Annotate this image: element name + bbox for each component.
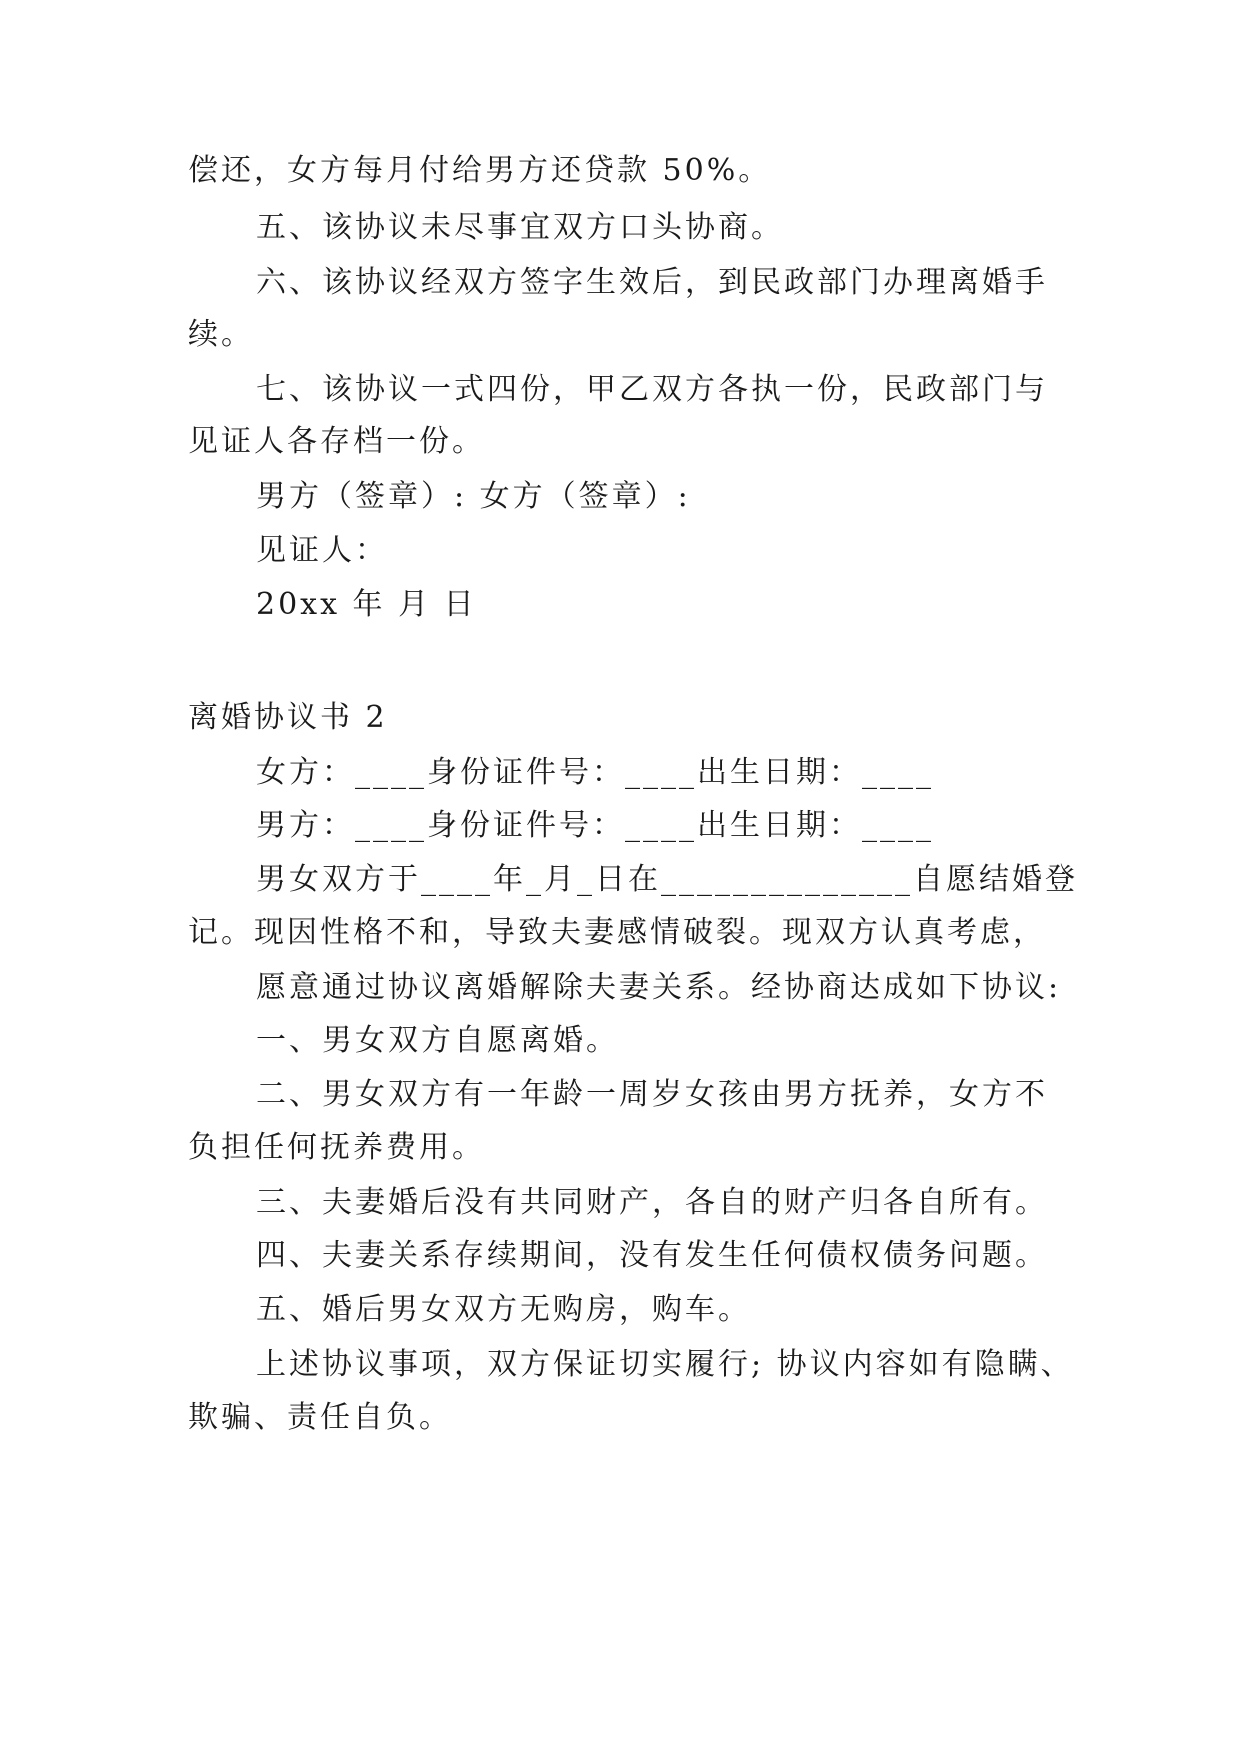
signature-line: 男方（签章）: 女方（签章）:: [256, 479, 691, 514]
text-line: 男女双方于____年_月_日在______________自愿结婚登: [256, 862, 1078, 897]
text-line: 男方：____身份证件号：____出生日期：____: [256, 808, 934, 843]
text-line: 三、夫妻婚后没有共同财产，各自的财产归各自所有。: [256, 1185, 1048, 1220]
text-line: 负担任何抚养费用。: [188, 1130, 485, 1165]
text-line: 偿还，女方每月付给男方还贷款 50%。: [188, 153, 772, 188]
text-line: 见证人各存档一份。: [188, 424, 485, 459]
section-title: 离婚协议书 2: [188, 700, 388, 735]
text-line: 二、男女双方有一年龄一周岁女孩由男方抚养，女方不: [256, 1077, 1048, 1112]
text-line: 六、该协议经双方签字生效后，到民政部门办理离婚手: [256, 265, 1048, 300]
text-line: 五、该协议未尽事宜双方口头协商。: [256, 210, 784, 245]
text-line: 四、夫妻关系存续期间，没有发生任何债权债务问题。: [256, 1238, 1048, 1273]
text-line: 愿意通过协议离婚解除夫妻关系。经协商达成如下协议:: [256, 970, 1062, 1005]
text-line: 续。: [188, 317, 254, 352]
text-line: 五、婚后男女双方无购房，购车。: [256, 1292, 751, 1327]
text-line: 欺骗、责任自负。: [188, 1400, 452, 1435]
text-line: 上述协议事项，双方保证切实履行; 协议内容如有隐瞒、: [256, 1347, 1074, 1382]
text-line: 一、男女双方自愿离婚。: [256, 1023, 619, 1058]
text-line: 记。现因性格不和，导致夫妻感情破裂。现双方认真考虑，: [188, 915, 1046, 950]
text-line: 女方：____身份证件号：____出生日期：____: [256, 755, 934, 790]
text-line: 七、该协议一式四份，甲乙双方各执一份，民政部门与: [256, 372, 1048, 407]
witness-line: 见证人：: [256, 533, 388, 568]
date-line: 20xx 年 月 日: [256, 587, 477, 622]
